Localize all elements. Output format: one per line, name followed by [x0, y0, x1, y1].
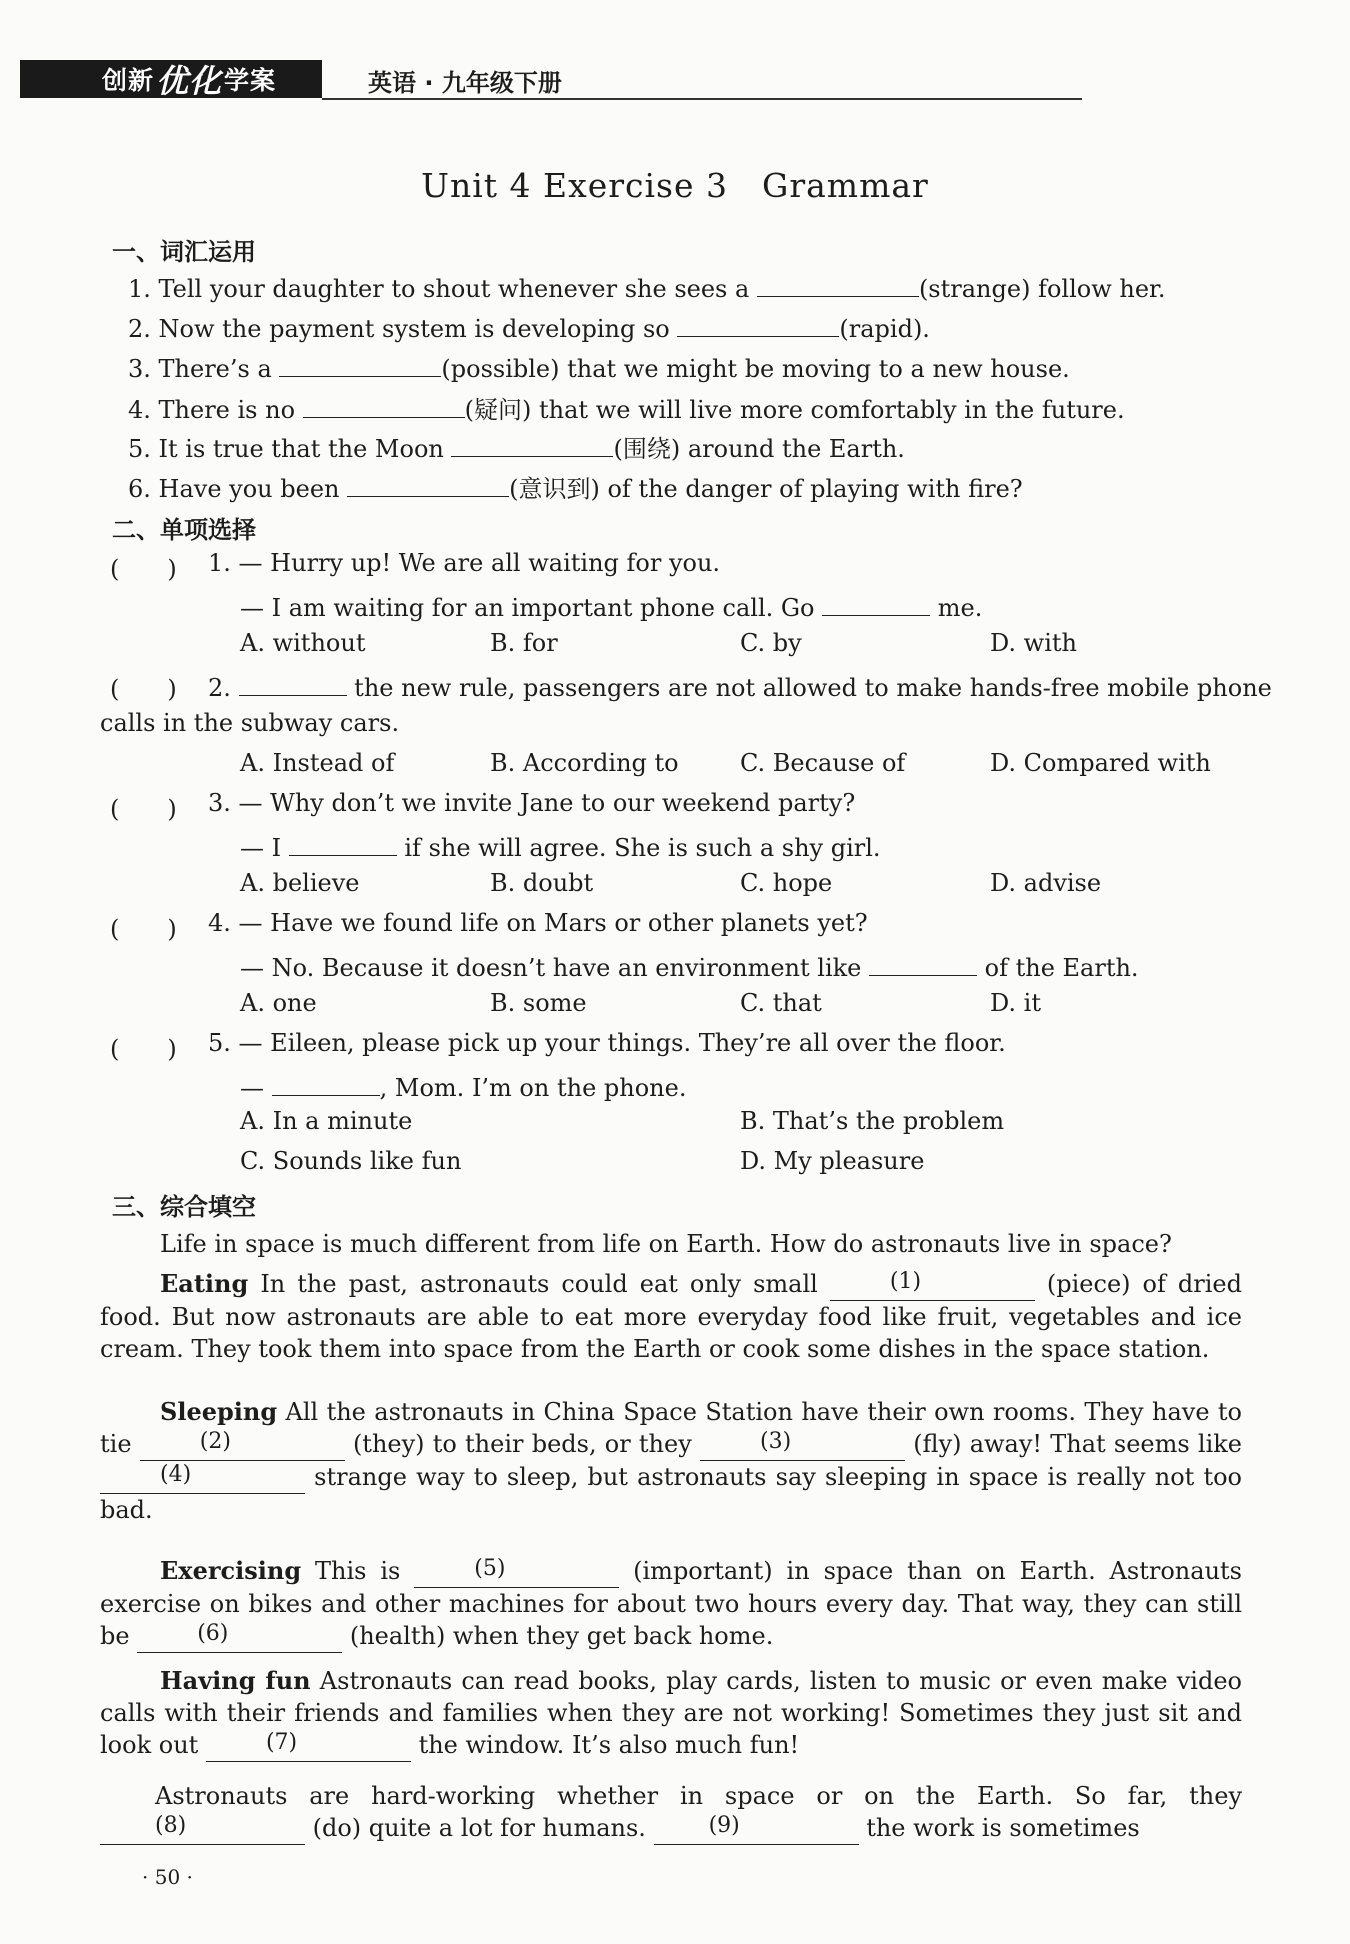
vocab-item-6: 6. Have you been (意识到) of the danger of playing with fire?: [128, 469, 1023, 504]
answer-blank[interactable]: [279, 350, 441, 377]
answer-blank[interactable]: [239, 669, 347, 696]
option-b[interactable]: B. According to: [490, 749, 679, 777]
blank-9[interactable]: (9): [654, 1812, 859, 1845]
vocab-item-1: 1. Tell your daughter to shout whenever she sees a (strange) follow her.: [128, 270, 1166, 303]
answer-blank[interactable]: [303, 391, 465, 418]
passage-having-fun: Having fun Astronauts can read books, play cards, listen to music or even make video calls with their friends and families when they are not working! Sometimes they just sit and look out (7) the window. It’s also much fun!: [100, 1665, 1242, 1762]
answer-blank[interactable]: [677, 310, 839, 337]
option-a[interactable]: A. without: [240, 629, 366, 657]
option-a[interactable]: A. believe: [240, 869, 360, 897]
answer-blank[interactable]: [757, 270, 919, 297]
option-c[interactable]: C. hope: [740, 869, 833, 897]
brand-logo: [20, 60, 322, 98]
blank-2[interactable]: (2): [140, 1428, 345, 1461]
blank-1[interactable]: (1): [830, 1268, 1035, 1301]
label-exercising: Exercising: [160, 1556, 302, 1585]
option-a[interactable]: A. one: [240, 989, 317, 1017]
blank-3[interactable]: (3): [700, 1428, 905, 1461]
header-rule: [322, 98, 1082, 100]
vocab-item-3: 3. There’s a (possible) that we might be moving to a new house.: [128, 350, 1070, 383]
answer-bracket[interactable]: ( ): [110, 915, 177, 943]
option-d[interactable]: D. with: [990, 629, 1077, 657]
vocab-item-5: 5. It is true that the Moon (围绕) around the Earth.: [128, 429, 905, 464]
page-title: Unit 4 Exercise 3 Grammar: [421, 166, 929, 205]
question-1-line-1: 1. — Hurry up! We are all waiting for you.: [208, 549, 721, 577]
blank-4[interactable]: (4): [100, 1461, 305, 1494]
option-b[interactable]: B. some: [490, 989, 587, 1017]
question-3-line-1: 3. — Why don’t we invite Jane to our weekend party?: [208, 789, 856, 817]
option-b[interactable]: B. doubt: [490, 869, 594, 897]
page-number: · 50 ·: [142, 1865, 193, 1889]
option-d[interactable]: D. it: [990, 989, 1041, 1017]
passage-eating: Eating In the past, astronauts could eat only small (1) (piece) of dried food. But now astronauts are able to eat more everyday food like fruit, vegetables and ice cream. They took them into space from the Earth or cook some dishes in the space station.: [100, 1269, 1242, 1363]
answer-blank[interactable]: [347, 470, 509, 497]
question-4-line-1: 4. — Have we found life on Mars or other planets yet?: [208, 909, 868, 937]
option-c[interactable]: C. Because of: [740, 749, 906, 777]
option-c[interactable]: C. Sounds like fun: [240, 1147, 462, 1175]
question-5-line-1: 5. — Eileen, please pick up your things. They’re all over the floor.: [208, 1029, 1006, 1057]
blank-5[interactable]: (5): [414, 1555, 619, 1588]
option-b[interactable]: B. for: [490, 629, 558, 657]
answer-blank[interactable]: [272, 1069, 380, 1096]
passage-intro: Life in space is much different from life on Earth. How do astronauts live in space?: [160, 1230, 1172, 1258]
answer-bracket[interactable]: ( ): [110, 795, 177, 823]
option-c[interactable]: C. by: [740, 629, 802, 657]
vocab-item-4: 4. There is no (疑问) that we will live more comfortably in the future.: [128, 390, 1125, 425]
option-d[interactable]: D. Compared with: [990, 749, 1211, 777]
option-d[interactable]: D. advise: [990, 869, 1102, 897]
answer-bracket[interactable]: ( ): [110, 555, 177, 583]
option-a[interactable]: A. In a minute: [240, 1107, 413, 1135]
section-2-heading: 二、单项选择: [112, 516, 256, 544]
blank-6[interactable]: (6): [137, 1620, 342, 1653]
question-2-line-1: 2. the new rule, passengers are not allowed to make hands-free mobile phone: [208, 669, 1272, 702]
section-1-heading: 一、词汇运用: [112, 238, 256, 266]
option-a[interactable]: A. Instead of: [240, 749, 395, 777]
brand-part-1: 创新: [102, 66, 155, 95]
option-b[interactable]: B. That’s the problem: [740, 1107, 1005, 1135]
answer-blank[interactable]: [822, 589, 930, 616]
option-c[interactable]: C. that: [740, 989, 822, 1017]
label-eating: Eating: [160, 1269, 249, 1298]
blank-7[interactable]: (7): [206, 1729, 411, 1762]
answer-bracket[interactable]: ( ): [110, 1035, 177, 1063]
blank-8[interactable]: (8): [100, 1812, 305, 1845]
question-3-line-2: — I if she will agree. She is such a shy girl.: [240, 829, 881, 862]
passage-conclusion: Astronauts are hard-working whether in space or on the Earth. So far, they (8) (do) quite a lot for humans. (9) the work is sometimes: [100, 1780, 1242, 1845]
question-1-line-2: — I am waiting for an important phone call. Go me.: [240, 589, 982, 622]
answer-blank[interactable]: [451, 430, 613, 457]
question-2-line-2: calls in the subway cars.: [100, 709, 400, 737]
question-5-line-2: — , Mom. I’m on the phone.: [240, 1069, 686, 1102]
vocab-item-2: 2. Now the payment system is developing so (rapid).: [128, 310, 930, 343]
label-sleeping: Sleeping: [160, 1397, 278, 1426]
brand-part-3: 学案: [224, 66, 277, 95]
subject-label: 英语 · 九年级下册: [368, 69, 562, 97]
label-having-fun: Having fun: [160, 1666, 311, 1695]
option-d[interactable]: D. My pleasure: [740, 1147, 925, 1175]
answer-bracket[interactable]: ( ): [110, 675, 177, 703]
page-header: [20, 58, 1060, 102]
brand-part-2: 优化: [156, 62, 223, 100]
answer-blank[interactable]: [869, 949, 977, 976]
section-3-heading: 三、综合填空: [112, 1193, 256, 1221]
passage-exercising: Exercising This is (5) (important) in space than on Earth. Astronauts exercise on bikes and other machines for about two hours every day. That way, they can still be (6) (health) when they get back home.: [100, 1555, 1242, 1653]
passage-sleeping: Sleeping All the astronauts in China Space Station have their own rooms. They have to tie (2) (they) to their beds, or they (3) (fly) away! That seems like (4) strange way to sleep, but astronauts say sleeping in space is really not too bad.: [100, 1397, 1242, 1524]
question-4-line-2: — No. Because it doesn’t have an environment like of the Earth.: [240, 949, 1139, 982]
answer-blank[interactable]: [289, 829, 397, 856]
